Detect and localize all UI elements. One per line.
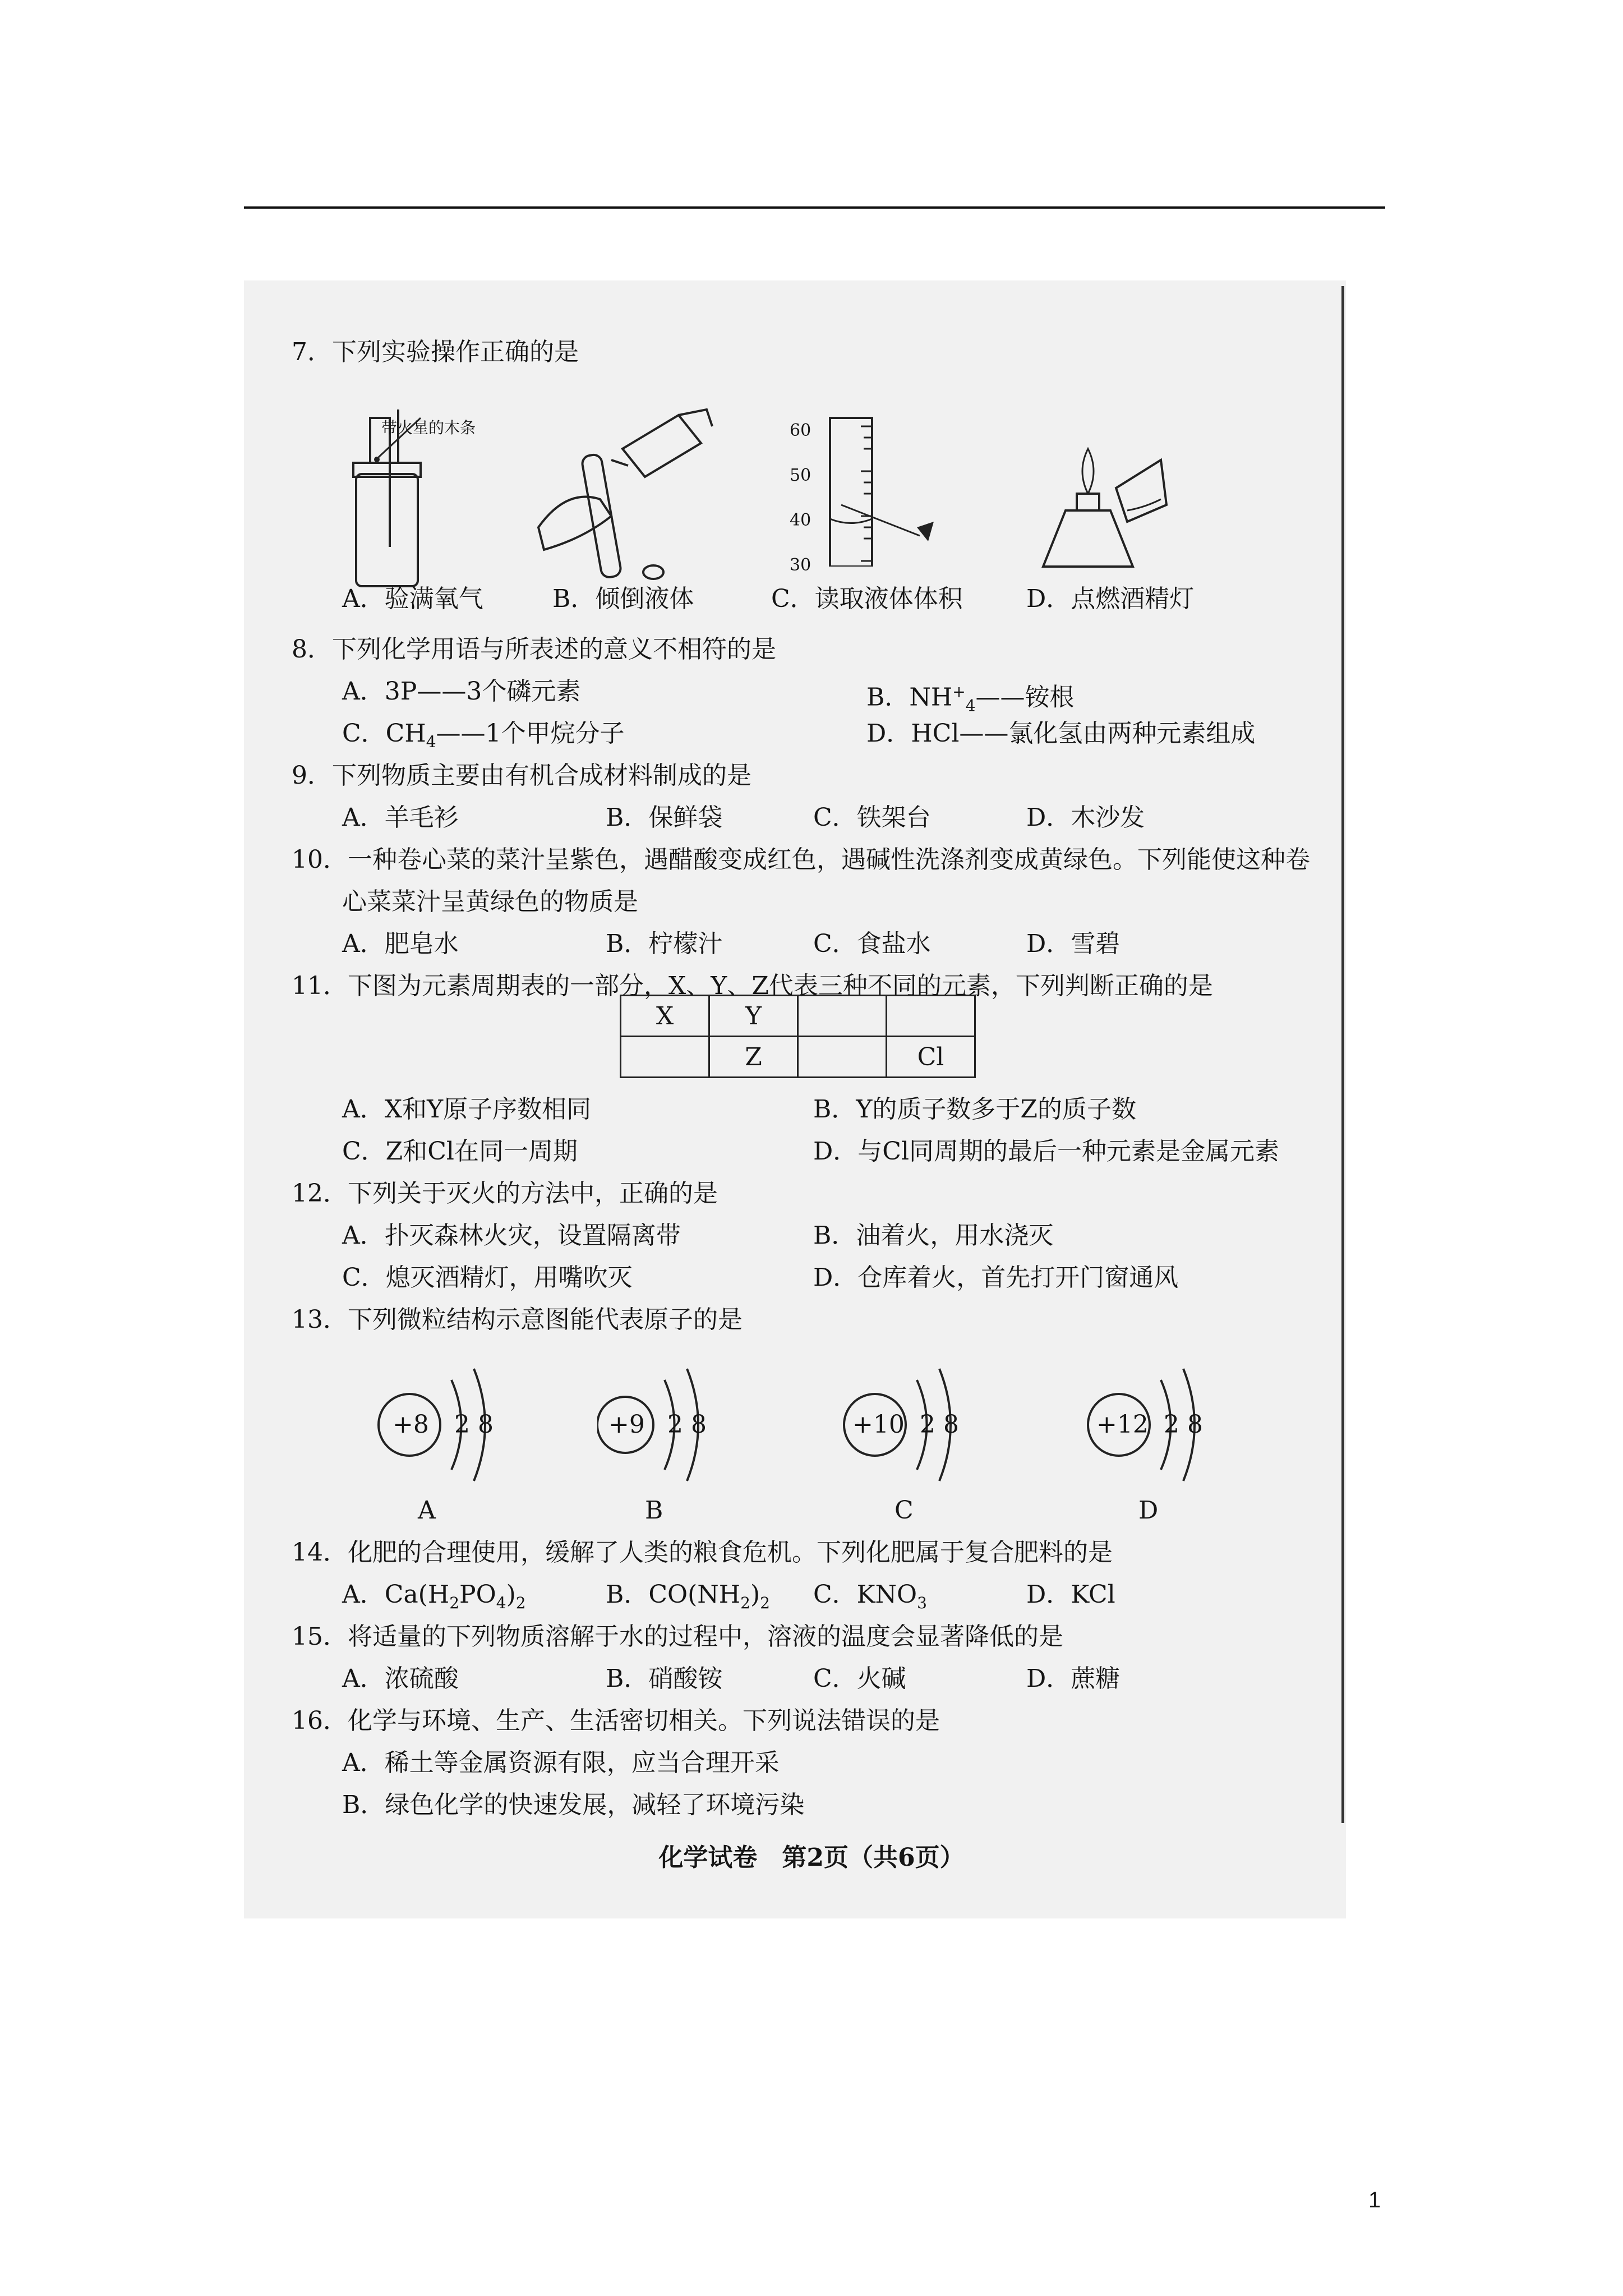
q13-nucleus-d: +12 xyxy=(1096,1410,1149,1439)
q15-option-b: B．硝酸铵 xyxy=(606,1664,723,1693)
q7-figure-d-alcohol-lamp xyxy=(1032,426,1172,572)
q7-option-b: B．倾倒液体 xyxy=(552,585,694,613)
q7-stem: 7．下列实验操作正确的是 xyxy=(292,338,579,366)
q12-stem: 12．下列关于灭火的方法中，正确的是 xyxy=(292,1179,718,1208)
q10-option-d: D．雪碧 xyxy=(1026,930,1121,958)
table-cell xyxy=(798,1037,887,1078)
q13-label-b: B xyxy=(645,1496,663,1525)
table-row xyxy=(621,1037,975,1078)
table-cell: Y xyxy=(709,996,798,1037)
table-cell xyxy=(798,996,887,1037)
q9-option-d: D．木沙发 xyxy=(1026,803,1145,832)
q16-stem: 16．化学与环境、生产、生活密切相关。下列说法错误的是 xyxy=(292,1706,940,1735)
q16-option-b: B．绿色化学的快速发展，减轻了环境污染 xyxy=(342,1791,805,1819)
q11-periodic-table-fragment xyxy=(620,995,976,1078)
q9-stem: 9．下列物质主要由有机合成材料制成的是 xyxy=(292,761,751,790)
q12-option-b: B．油着火，用水浇灭 xyxy=(813,1221,1054,1250)
q10-stem: 10．一种卷心菜的菜汁呈紫色，遇醋酸变成红色，遇碱性洗涤剂变成黄绿色。下列能使这种卷 xyxy=(292,845,1310,874)
q11-stem: 11．下图为元素周期表的一部分，X、Y、Z代表三种不同的元素，下列判断正确的是 xyxy=(292,972,1213,1000)
page-number: 1 xyxy=(1368,2188,1381,2212)
table-cell xyxy=(621,1037,709,1078)
q13-label-d: D xyxy=(1138,1496,1159,1525)
q7-figure-b-pouring-liquid xyxy=(533,404,718,583)
q9-option-b: B．保鲜袋 xyxy=(606,803,723,832)
q8-option-d: D．HCl——氯化氢由两种元素组成 xyxy=(866,719,1256,748)
table-row xyxy=(621,996,975,1037)
q8-option-b: B．$NH^+_4——$铵根 xyxy=(866,682,1075,715)
q8-option-c: C．$CH_4——1$个甲烷分子 xyxy=(342,719,625,751)
q7-scale-30: 30 xyxy=(790,555,811,575)
q13-stem: 13．下列微粒结构示意图能代表原子的是 xyxy=(292,1305,743,1334)
q7-option-d: D．点燃酒精灯 xyxy=(1026,585,1195,613)
q13-nucleus-b: +9 xyxy=(608,1410,645,1439)
table-cell: Z xyxy=(709,1037,798,1078)
q15-option-d: D．蔗糖 xyxy=(1026,1664,1121,1693)
q13-label-c: C xyxy=(895,1496,914,1525)
table-cell: X xyxy=(621,996,709,1037)
q11-option-c: C．Z和Cl在同一周期 xyxy=(342,1137,578,1166)
q14-option-c: C．$KNO_3$ xyxy=(813,1580,927,1612)
q14-option-b: B．$CO(NH_2)_2$ xyxy=(606,1580,770,1612)
q7-option-c: C．读取液体体积 xyxy=(771,585,963,613)
table-cell xyxy=(887,996,975,1037)
q7-option-a: A．验满氧气 xyxy=(342,585,483,613)
q14-option-d: D．KCl xyxy=(1026,1580,1115,1609)
q7-scale-50: 50 xyxy=(790,466,811,485)
q7-figure-c-graduated-cylinder xyxy=(808,415,953,567)
q13-nucleus-a: +8 xyxy=(393,1410,429,1439)
q13-label-a: A xyxy=(418,1496,436,1525)
q13-shells-c: 2 8 xyxy=(920,1410,959,1439)
q12-option-d: D．仓库着火，首先打开门窗通风 xyxy=(813,1263,1179,1292)
q11-option-a: A．X和Y原子序数相同 xyxy=(342,1095,592,1124)
q13-nucleus-c: +10 xyxy=(852,1410,905,1439)
q7-splint-label: 带火星的木条 xyxy=(381,418,476,437)
q16-option-a: A．稀土等金属资源有限，应当合理开采 xyxy=(342,1749,780,1777)
q9-option-a: A．羊毛衫 xyxy=(342,803,459,832)
q13-shells-a: 2 8 xyxy=(454,1410,494,1439)
q15-option-a: A．浓硫酸 xyxy=(342,1664,459,1693)
q15-option-c: C．火碱 xyxy=(813,1664,906,1693)
q9-option-c: C．铁架台 xyxy=(813,803,931,832)
q7-scale-60: 60 xyxy=(790,421,811,440)
q7-scale-40: 40 xyxy=(790,510,811,530)
q10-stem-continued: 心菜菜汁呈黄绿色的物质是 xyxy=(342,887,638,916)
page-footer: 化学试卷 第2页（共6页） xyxy=(658,1843,965,1872)
q12-option-c: C．熄灭酒精灯，用嘴吹灭 xyxy=(342,1263,633,1292)
table-cell: Cl xyxy=(887,1037,975,1078)
q10-option-c: C．食盐水 xyxy=(813,930,931,958)
q11-option-d: D．与Cl同周期的最后一种元素是金属元素 xyxy=(813,1137,1280,1166)
q13-shells-d: 2 8 xyxy=(1164,1410,1203,1439)
q8-stem: 8．下列化学用语与所表述的意义不相符的是 xyxy=(292,635,776,664)
q15-stem: 15．将适量的下列物质溶解于水的过程中，溶液的温度会显著降低的是 xyxy=(292,1622,1063,1651)
q13-shells-b: 2 8 xyxy=(667,1410,707,1439)
q14-stem: 14．化肥的合理使用，缓解了人类的粮食危机。下列化肥属于复合肥料的是 xyxy=(292,1538,1113,1567)
q10-option-a: A．肥皂水 xyxy=(342,930,459,958)
q12-option-a: A．扑灭森林火灾，设置隔离带 xyxy=(342,1221,681,1250)
q8-option-a: A．3P——3个磷元素 xyxy=(342,677,581,706)
q10-option-b: B．柠檬汁 xyxy=(606,930,723,958)
q14-option-a: A．$Ca(H_2PO_4)_2$ xyxy=(342,1580,526,1612)
q11-option-b: B．Y的质子数多于Z的质子数 xyxy=(813,1095,1136,1124)
